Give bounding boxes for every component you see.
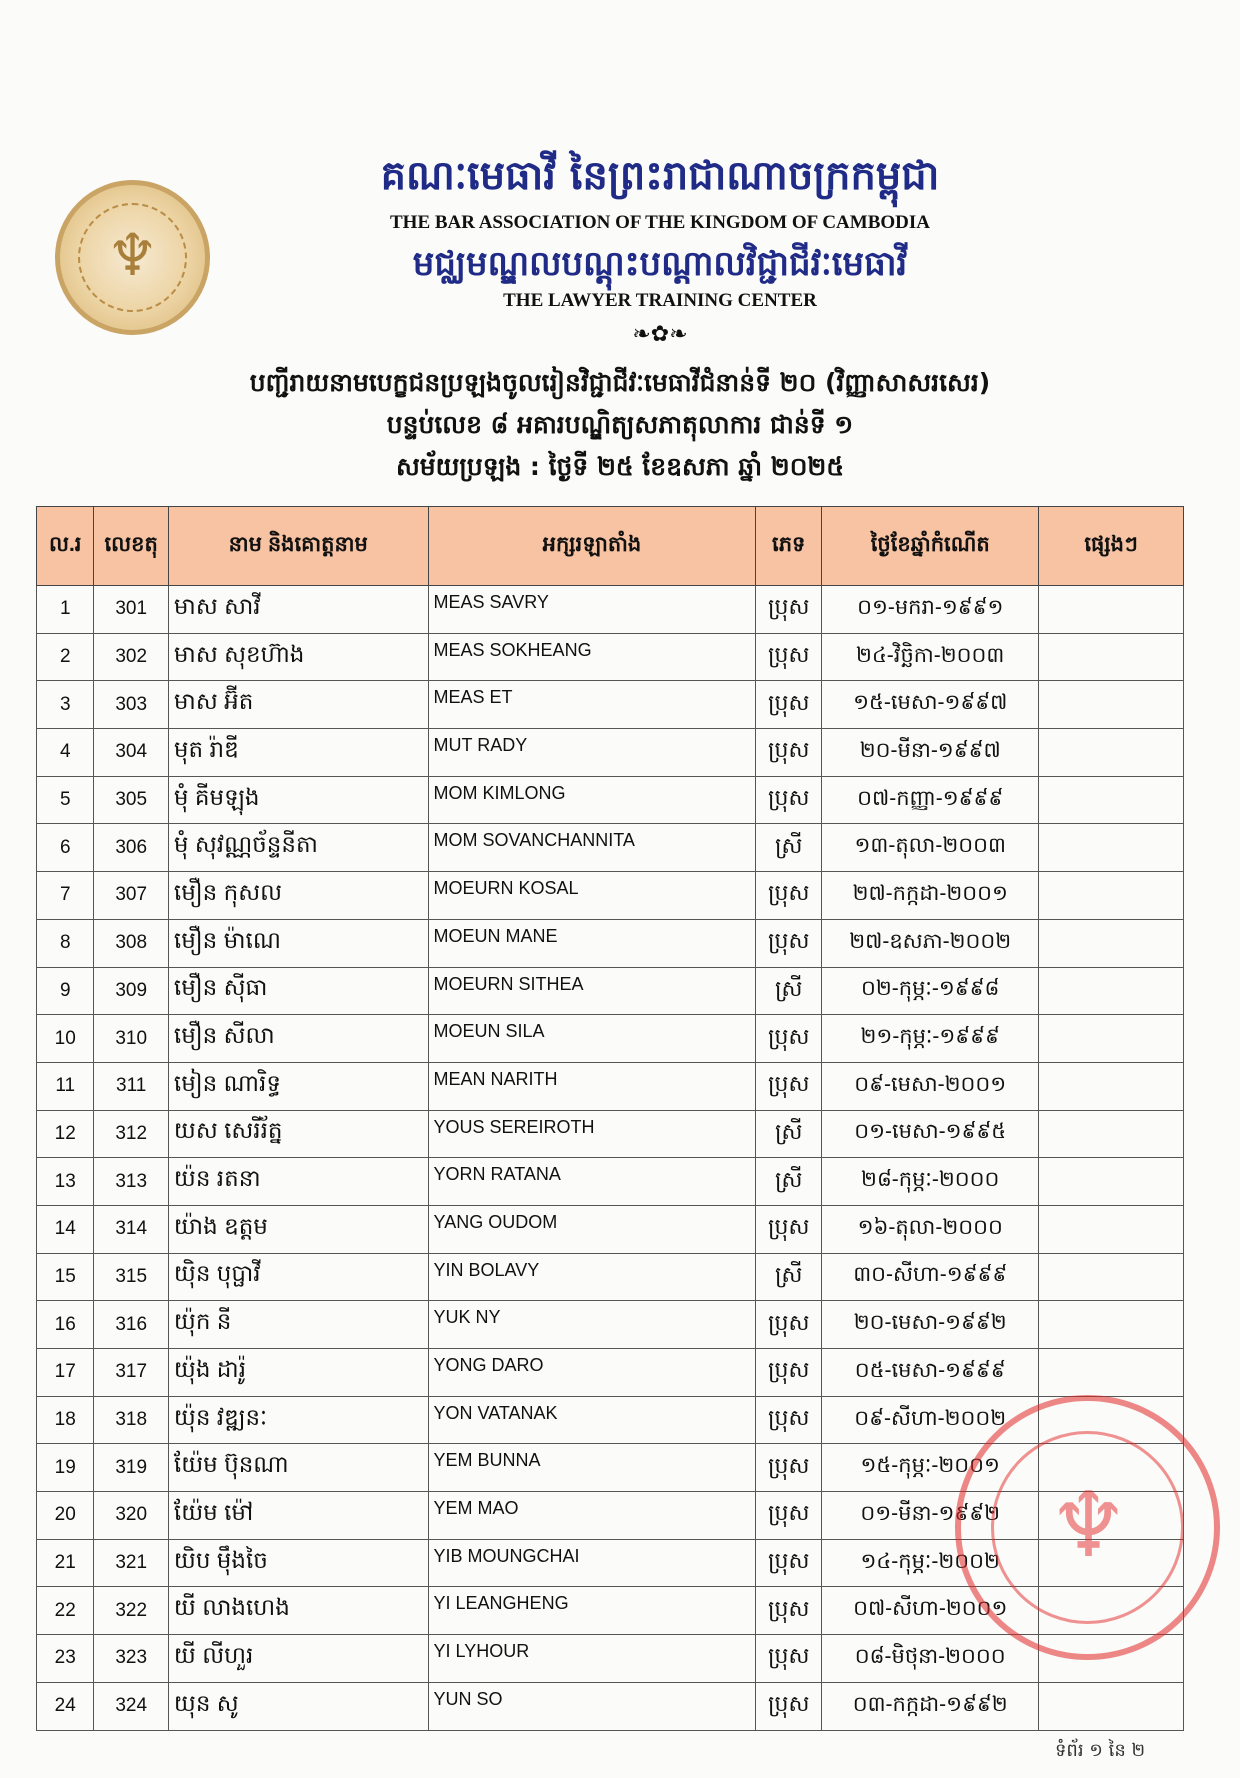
cell-name-latin: YORN RATANA [428,1158,756,1206]
ornament-divider: ❧✿❧ [632,322,688,347]
cell-no: 20 [37,1492,94,1540]
cell-sex: ប្រុស [756,872,822,920]
table-row [37,1110,1184,1158]
cell-no: 16 [37,1301,94,1349]
cell-desk: 304 [94,729,168,777]
cell-desk: 307 [94,872,168,920]
header-name-khmer: នាម និងគោត្តនាម [168,507,428,586]
cell-desk: 311 [94,1062,168,1110]
cell-dob: ១៦-តុលា-២០០០ [822,1205,1039,1253]
table-row [37,1539,1184,1587]
org-name-khmer: គណៈមេធាវី នៃព្រះរាជាណាចក្រកម្ពុជា [380,153,940,199]
cell-name-khmer: យុន សូ [168,1682,428,1730]
cell-name-latin: MOM SOVANCHANNITA [428,824,756,872]
cell-name-khmer: មឿន ម៉ាណេ [168,919,428,967]
cell-desk: 313 [94,1158,168,1206]
center-name-khmer: មជ្ឈមណ្ឌលបណ្តុះបណ្តាលវិជ្ជាជីវៈមេធាវី [412,244,908,284]
cell-other [1039,824,1184,872]
cell-other [1039,1205,1184,1253]
cell-no: 5 [37,776,94,824]
cell-name-khmer: យិប ម៉ឹងចៃ [168,1539,428,1587]
org-name-english: THE BAR ASSOCIATION OF THE KINGDOM OF CAMBODIA [390,212,930,233]
table-row [37,729,1184,777]
cell-dob: ២៤-វិច្ឆិកា-២០០៣ [822,633,1039,681]
cell-dob: ០៥-មេសា-១៩៩៩ [822,1349,1039,1397]
table-row [37,919,1184,967]
table-header-row [37,507,1184,586]
cell-sex: ប្រុស [756,1396,822,1444]
cell-desk: 316 [94,1301,168,1349]
cell-dob: ០៣-កក្កដា-១៩៩២ [822,1682,1039,1730]
table-row [37,824,1184,872]
cell-no: 13 [37,1158,94,1206]
cell-name-latin: MOEURN KOSAL [428,872,756,920]
list-title: បញ្ជីរាយនាមបេក្ខជនប្រឡងចូលរៀនវិជ្ជាជីវៈមេធាវីជំនាន់ទី ២០ (វិញ្ញាសាសរសេរ) [249,368,991,397]
cell-other [1039,681,1184,729]
cell-dob: ៣០-សីហា-១៩៩៩ [822,1253,1039,1301]
room-info: បន្ទប់លេខ ៨ អគារបណ្ឌិត្យសភាតុលាការ​ ជាន់ទី ១ [386,410,854,439]
cell-no: 7 [37,872,94,920]
cell-desk: 301 [94,586,168,634]
cell-sex: ស្រី [756,1158,822,1206]
cell-other [1039,1587,1184,1635]
cell-sex: ប្រុស [756,1444,822,1492]
header-name-latin: អក្សរឡាតាំង [428,507,756,586]
exam-date: សម័យប្រឡង : ថ្ងៃទី ២៥ ខែឧសភា ឆ្នាំ ២០២៥ [395,452,845,481]
cell-other [1039,919,1184,967]
table-row [37,1158,1184,1206]
cell-other [1039,1682,1184,1730]
cell-dob: ២៧-កក្កដា-២០០១ [822,872,1039,920]
cell-desk: 308 [94,919,168,967]
cell-sex: ប្រុស [756,1682,822,1730]
cell-sex: ប្រុស [756,1062,822,1110]
cell-desk: 321 [94,1539,168,1587]
letterhead [0,150,1240,350]
cell-no: 8 [37,919,94,967]
cell-sex: ប្រុស [756,1492,822,1540]
cell-name-latin: MEAS ET [428,681,756,729]
cell-name-khmer: យ៉ន រតនា [168,1158,428,1206]
cell-name-khmer: យ៉ាង ឧត្តម [168,1205,428,1253]
cell-other [1039,633,1184,681]
cell-sex: ស្រី [756,967,822,1015]
cell-sex: ប្រុស [756,1539,822,1587]
deity-emblem-icon: ♆ [106,221,159,289]
cell-name-latin: YI LYHOUR [428,1635,756,1683]
cell-name-latin: YIN BOLAVY [428,1253,756,1301]
cell-no: 22 [37,1587,94,1635]
table-row [37,1062,1184,1110]
cell-other [1039,1349,1184,1397]
cell-name-khmer: មុត រ៉ាឌី [168,729,428,777]
cell-dob: ០៩-សីហា-២០០២ [822,1396,1039,1444]
cell-no: 17 [37,1349,94,1397]
cell-name-latin: MOEUN MANE [428,919,756,967]
table-row [37,776,1184,824]
cell-sex: ប្រុស [756,633,822,681]
cell-name-latin: MEAN NARITH [428,1062,756,1110]
cell-other [1039,1301,1184,1349]
cell-desk: 309 [94,967,168,1015]
cell-desk: 303 [94,681,168,729]
table-row [37,1682,1184,1730]
cell-no: 19 [37,1444,94,1492]
cell-sex: ប្រុស [756,681,822,729]
header-dob: ថ្ងៃខែឆ្នាំកំណើត [822,507,1039,586]
table-row [37,967,1184,1015]
cell-desk: 305 [94,776,168,824]
cell-name-khmer: យ៉ែម ប៊ុនណា [168,1444,428,1492]
cell-other [1039,967,1184,1015]
cell-sex: ប្រុស [756,1587,822,1635]
cell-other [1039,1539,1184,1587]
cell-desk: 322 [94,1587,168,1635]
table-row [37,586,1184,634]
cell-name-latin: YANG OUDOM [428,1205,756,1253]
cell-name-latin: MEAS SAVRY [428,586,756,634]
cell-name-khmer: មាស សាវី [168,586,428,634]
cell-other [1039,586,1184,634]
candidate-table [36,506,1184,1731]
cell-other [1039,1015,1184,1063]
cell-name-khmer: មាស អ៊ីត [168,681,428,729]
table-row [37,1253,1184,1301]
table-row [37,1349,1184,1397]
header-no: ល.រ [37,507,94,586]
cell-desk: 323 [94,1635,168,1683]
cell-other [1039,776,1184,824]
cell-no: 14 [37,1205,94,1253]
cell-no: 1 [37,586,94,634]
cell-desk: 317 [94,1349,168,1397]
cell-name-latin: YONG DARO [428,1349,756,1397]
cell-no: 9 [37,967,94,1015]
cell-name-latin: YEM BUNNA [428,1444,756,1492]
cell-dob: ១៣-តុលា-២០០៣ [822,824,1039,872]
cell-other [1039,1062,1184,1110]
cell-no: 18 [37,1396,94,1444]
cell-desk: 320 [94,1492,168,1540]
cell-name-latin: YEM MAO [428,1492,756,1540]
cell-name-khmer: មាស សុខហ៊ាង [168,633,428,681]
cell-dob: ២១-កុម្ភៈ-១៩៩៩ [822,1015,1039,1063]
cell-name-latin: YUK NY [428,1301,756,1349]
cell-other [1039,1492,1184,1540]
cell-sex: ប្រុស [756,729,822,777]
cell-name-latin: YI LEANGHENG [428,1587,756,1635]
cell-sex: ប្រុស [756,776,822,824]
cell-other [1039,872,1184,920]
cell-name-khmer: មុំ សុវណ្ណច័ន្ទនីតា [168,824,428,872]
cell-dob: ០១-មីនា-១៩៩២ [822,1492,1039,1540]
cell-no: 11 [37,1062,94,1110]
cell-sex: ប្រុស [756,1635,822,1683]
cell-sex: ប្រុស [756,919,822,967]
cell-no: 12 [37,1110,94,1158]
cell-name-latin: YUN SO [428,1682,756,1730]
cell-no: 24 [37,1682,94,1730]
cell-desk: 302 [94,633,168,681]
cell-dob: ១៥-មេសា-១៩៩៧ [822,681,1039,729]
cell-sex: ស្រី [756,1253,822,1301]
cell-dob: ០៧-សីហា-២០០១ [822,1587,1039,1635]
cell-dob: ១៥-កុម្ភៈ-២០០១ [822,1444,1039,1492]
cell-name-latin: YOUS SEREIROTH [428,1110,756,1158]
cell-desk: 324 [94,1682,168,1730]
table-row [37,1205,1184,1253]
table-row [37,1444,1184,1492]
cell-dob: ១៤-កុម្ភៈ-២០០២ [822,1539,1039,1587]
cell-sex: ប្រុស [756,1205,822,1253]
document-titles [0,362,1240,488]
cell-desk: 310 [94,1015,168,1063]
cell-no: 6 [37,824,94,872]
cell-desk: 312 [94,1110,168,1158]
cell-name-latin: MUT RADY [428,729,756,777]
cell-name-khmer: មឿន កុសល [168,872,428,920]
cell-desk: 319 [94,1444,168,1492]
cell-name-khmer: មឿន សីលា [168,1015,428,1063]
cell-name-khmer: យ៉ុង ដារ៉ូ [168,1349,428,1397]
cell-other [1039,1253,1184,1301]
cell-sex: ប្រុស [756,1301,822,1349]
seal-emblem-icon: ♆ [1048,1473,1129,1578]
table-row [37,681,1184,729]
cell-name-latin: MOM KIMLONG [428,776,756,824]
header-desk: លេខតុ [94,507,168,586]
cell-other [1039,1158,1184,1206]
table-row [37,1396,1184,1444]
cell-dob: ០១-មេសា-១៩៩៥ [822,1110,1039,1158]
table-row [37,1492,1184,1540]
cell-dob: ០២-កុម្ភៈ-១៩៩៨ [822,967,1039,1015]
page-number: ទំព័រ ១ នៃ ២ [1055,1740,1146,1761]
cell-sex: ស្រី [756,1110,822,1158]
cell-no: 10 [37,1015,94,1063]
cell-dob: ២០-មីនា-១៩៩៧ [822,729,1039,777]
cell-no: 4 [37,729,94,777]
header-other: ផ្សេងៗ [1039,507,1184,586]
cell-desk: 318 [94,1396,168,1444]
cell-name-khmer: យ៉ិន បុប្ផាវី [168,1253,428,1301]
table-row [37,1635,1184,1683]
cell-name-khmer: យ៉ែម ម៉ៅ [168,1492,428,1540]
cell-dob: ០៨-មិថុនា-២០០០ [822,1635,1039,1683]
cell-dob: ២៧-ឧសភា-២០០២ [822,919,1039,967]
cell-name-khmer: យស សេរីរ័ត្ន [168,1110,428,1158]
cell-sex: ប្រុស [756,1015,822,1063]
cell-other [1039,1110,1184,1158]
cell-other [1039,1396,1184,1444]
cell-dob: ០៩-មេសា-២០០១ [822,1062,1039,1110]
cell-no: 23 [37,1635,94,1683]
cell-no: 21 [37,1539,94,1587]
cell-name-latin: MEAS SOKHEANG [428,633,756,681]
cell-name-khmer: យ៉ុន វឌ្ឍនៈ [168,1396,428,1444]
header-sex: ភេទ [756,507,822,586]
cell-name-khmer: មុំ គីមឡុង [168,776,428,824]
cell-other [1039,1635,1184,1683]
cell-no: 3 [37,681,94,729]
cell-name-latin: MOEURN SITHEA [428,967,756,1015]
cell-sex: ប្រុស [756,1349,822,1397]
cell-name-khmer: យី លាងហេង [168,1587,428,1635]
cell-no: 15 [37,1253,94,1301]
cell-sex: ស្រី [756,824,822,872]
cell-name-latin: YIB MOUNGCHAI [428,1539,756,1587]
cell-name-latin: YON VATANAK [428,1396,756,1444]
cell-dob: ០១-មករា-១៩៩១ [822,586,1039,634]
cell-name-khmer: យ៉ុក នី [168,1301,428,1349]
center-name-english: THE LAWYER TRAINING CENTER [503,290,817,311]
table-row [37,633,1184,681]
cell-other [1039,729,1184,777]
table-row [37,1587,1184,1635]
cell-name-khmer: យី លីហួរ [168,1635,428,1683]
table-row [37,1015,1184,1063]
cell-no: 2 [37,633,94,681]
cell-name-khmer: មៀន ណារិទ្ធ [168,1062,428,1110]
cell-dob: ២៨-កុម្ភៈ-២០០០ [822,1158,1039,1206]
cell-desk: 315 [94,1253,168,1301]
cell-other [1039,1444,1184,1492]
table-row [37,1301,1184,1349]
cell-desk: 314 [94,1205,168,1253]
table-row [37,872,1184,920]
cell-dob: ២០-មេសា-១៩៩២ [822,1301,1039,1349]
cell-desk: 306 [94,824,168,872]
cell-sex: ប្រុស [756,586,822,634]
cell-name-latin: MOEUN SILA [428,1015,756,1063]
cell-dob: ០៧-កញ្ញា-១៩៩៩ [822,776,1039,824]
cell-name-khmer: មឿន ស៊ីធា [168,967,428,1015]
